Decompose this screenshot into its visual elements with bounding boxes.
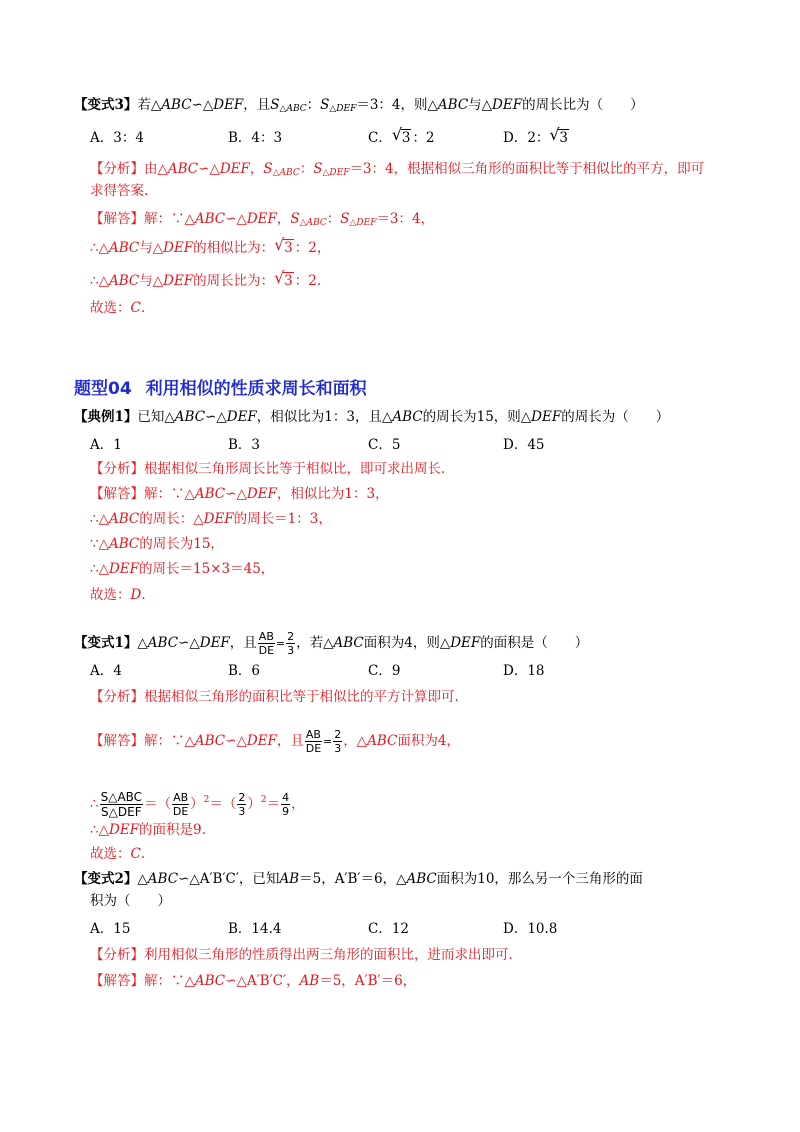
v1-stem: 【变式1】△ABC∽△DEF，且 $\frac{AB}{DE}$ = $\frac{2}{3}$ ，若△ABC面积为4，则△DEF的面积是（ ） — [74, 630, 589, 657]
v3-stem-text: 【变式3】若△ABC∽△DEF，且$S_{\triangle ABC}$：$S_{\triangle DEF}=3$：4，则△ABC与△DEF的周长比为（ ） — [74, 97, 644, 114]
v1-fraction-ab-de: $\frac{AB}{DE}$ — [258, 630, 275, 657]
ex1-choice: 故选：D. — [90, 587, 146, 603]
v2-answer-1: 【解答】解：∵△ABC∽△A′B′C′，AB＝5，A′B′＝6， — [90, 973, 417, 989]
v3-analysis-cont: 求得答案. — [90, 183, 149, 199]
ex1-option-d: D．45 — [503, 437, 545, 453]
section-number: 题型04 — [74, 379, 132, 399]
v2-option-b: B．14.4 — [228, 921, 282, 937]
section-title: 利用相似的性质求周长和面积 — [145, 379, 367, 399]
ex1-answer-3: ∵△ABC的周长为15， — [90, 536, 224, 552]
v2-stem: 【变式2】△ABC∽△A′B′C′，已知AB＝5，A′B′＝6，△ABC面积为10，那么另一个三角形的面 — [74, 871, 643, 887]
v1-analysis: 【分析】根据相似三角形的面积比等于相似比的平方计算即可. — [90, 689, 459, 705]
v1-answer-3: ∴△DEF的面积是9. — [90, 822, 206, 838]
ex1-stem: 【典例1】已知△ABC∽△DEF，相似比为1：3，且△ABC的周长为15，则△DEF的周长为（ ） — [74, 409, 670, 425]
ex1-analysis: 【分析】根据相似三角形周长比等于相似比，即可求出周长. — [90, 461, 446, 477]
ex1-answer-2: ∴△ABC的周长：△DEF的周长＝1：3， — [90, 511, 332, 527]
v3-option-a: A．3：4 — [90, 130, 144, 146]
v3-choice: 故选：C. — [90, 300, 146, 316]
v1-option-b: B．6 — [228, 663, 261, 679]
v1-option-d: D．18 — [503, 663, 545, 679]
v1-option-a: A．4 — [90, 663, 122, 679]
v1-fraction-2-3: $\frac{2}{3}$ — [287, 630, 295, 657]
section-heading — [74, 374, 367, 399]
v2-stem-cont: 积为（ ） — [90, 893, 171, 909]
v3-option-c: C．√ 3 ：2 — [368, 129, 435, 147]
ex1-answer-1: 【解答】解：∵△ABC∽△DEF，相似比为1：3， — [90, 486, 389, 502]
v2-option-c: C．12 — [368, 921, 410, 937]
v1-answer-1: 【解答】解：∵△ABC∽△DEF，且 $\frac{AB}{DE}$ = $\frac{2}{3}$ ，△ABC面积为4， — [90, 728, 460, 755]
v3-option-d: D．2：√ 3 — [503, 129, 570, 147]
v1-choice: 故选：C. — [90, 846, 146, 862]
v3-analysis: 【分析】由△ABC∽△DEF，$S_{\triangle ABC}$：$S_{\triangle DEF}=3$：4，根据相似三角形的面积比等于相似比的平方，即可 — [90, 161, 705, 178]
v3-perimeter-ratio: ∴△ABC与△DEF的周长比为：√ 3 ：2. — [90, 272, 321, 290]
v3-similarity-ratio: ∴△ABC与△DEF的相似比为：√ 3 ：2， — [90, 239, 330, 257]
v2-option-d: D．10.8 — [503, 921, 558, 937]
ex1-option-a: A．1 — [90, 437, 122, 453]
ex1-answer-4: ∴△DEF的周长＝15×3＝45， — [90, 561, 275, 577]
v1-option-c: C．9 — [368, 663, 401, 679]
area-ratio-fraction: $\frac{\text{S△ABC}}{\text{S△DEF}}$ — [100, 790, 143, 819]
v1-answer-2: ∴ $\frac{\text{S△ABC}}{\text{S△DEF}}$ ＝（ $\frac{AB}{DE}$ ）$^2$＝（ $\frac{2}{3}$ ）$^2$＝ $\frac{4}{9}$ ， — [90, 790, 305, 819]
ex1-option-c: C．5 — [368, 437, 401, 453]
ex1-option-b: B．3 — [228, 437, 261, 453]
v3-answer: 【解答】解：∵△ABC∽△DEF，$S_{\triangle ABC}$：$S_{\triangle DEF}=3$：4， — [90, 211, 435, 228]
v3-option-b: B．4：3 — [228, 130, 283, 146]
v2-option-a: A．15 — [90, 921, 131, 937]
v2-analysis: 【分析】利用相似三角形的性质得出两三角形的面积比，进而求出即可. — [90, 947, 513, 963]
